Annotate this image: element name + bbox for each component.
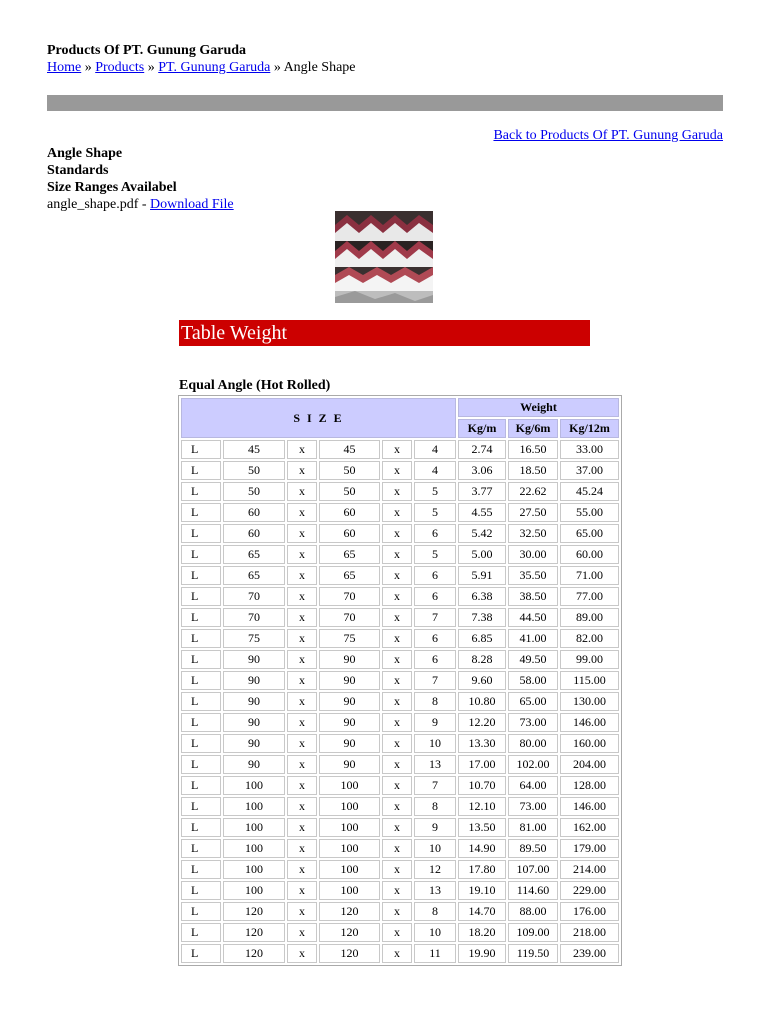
cell-thickness: 9 [414, 713, 456, 732]
cell-kg-12m: 176.00 [560, 902, 619, 921]
standards-label: Standards [47, 163, 109, 178]
table-row [181, 608, 619, 627]
cell-thickness: 6 [414, 587, 456, 606]
table-row [181, 881, 619, 900]
cell-thickness: 11 [414, 944, 456, 963]
cell-times: x [382, 587, 412, 606]
cell-leg-a: 100 [223, 839, 285, 858]
cell-kg-6m: 119.50 [508, 944, 558, 963]
cell-times: x [287, 671, 317, 690]
cell-leg-b: 90 [319, 713, 380, 732]
cell-kg-12m: 45.24 [560, 482, 619, 501]
cell-times: x [382, 944, 412, 963]
cell-kg-12m: 115.00 [560, 671, 619, 690]
cell-times: x [382, 671, 412, 690]
cell-profile: L [181, 734, 221, 753]
cell-times: x [287, 839, 317, 858]
cell-profile: L [181, 587, 221, 606]
cell-kg-6m: 102.00 [508, 755, 558, 774]
cell-profile: L [181, 524, 221, 543]
cell-kg-6m: 109.00 [508, 923, 558, 942]
table-row [181, 902, 619, 921]
table-row [181, 482, 619, 501]
cell-leg-a: 65 [223, 566, 285, 585]
cell-leg-a: 100 [223, 860, 285, 879]
cell-kg-6m: 30.00 [508, 545, 558, 564]
cell-profile: L [181, 923, 221, 942]
cell-times: x [287, 503, 317, 522]
cell-kg-12m: 128.00 [560, 776, 619, 795]
cell-times: x [287, 713, 317, 732]
cell-kg-6m: 41.00 [508, 629, 558, 648]
cell-times: x [382, 734, 412, 753]
table-row [181, 860, 619, 879]
cell-kg-m: 2.74 [458, 440, 506, 459]
cell-times: x [382, 902, 412, 921]
cell-leg-b: 50 [319, 482, 380, 501]
cell-kg-m: 5.00 [458, 545, 506, 564]
cell-profile: L [181, 545, 221, 564]
cell-profile: L [181, 461, 221, 480]
cell-profile: L [181, 881, 221, 900]
table-row [181, 587, 619, 606]
back-to-products-link[interactable]: Back to Products Of PT. Gunung Garuda [493, 128, 723, 143]
cell-thickness: 8 [414, 902, 456, 921]
table-row [181, 839, 619, 858]
table-row [181, 755, 619, 774]
cell-thickness: 13 [414, 881, 456, 900]
cell-profile: L [181, 860, 221, 879]
cell-thickness: 7 [414, 776, 456, 795]
cell-leg-b: 90 [319, 734, 380, 753]
cell-profile: L [181, 629, 221, 648]
cell-kg-6m: 80.00 [508, 734, 558, 753]
cell-leg-a: 50 [223, 482, 285, 501]
cell-kg-6m: 65.00 [508, 692, 558, 711]
cell-times: x [287, 440, 317, 459]
cell-leg-a: 90 [223, 692, 285, 711]
cell-times: x [382, 860, 412, 879]
cell-kg-12m: 77.00 [560, 587, 619, 606]
cell-times: x [382, 713, 412, 732]
cell-leg-b: 60 [319, 503, 380, 522]
cell-times: x [287, 587, 317, 606]
cell-thickness: 8 [414, 797, 456, 816]
cell-thickness: 6 [414, 566, 456, 585]
cell-profile: L [181, 902, 221, 921]
cell-leg-a: 50 [223, 461, 285, 480]
breadcrumb [47, 60, 356, 76]
cell-profile: L [181, 671, 221, 690]
table-caption: Equal Angle (Hot Rolled) [179, 378, 331, 393]
cell-kg-12m: 218.00 [560, 923, 619, 942]
cell-times: x [382, 545, 412, 564]
cell-kg-6m: 18.50 [508, 461, 558, 480]
cell-kg-12m: 130.00 [560, 692, 619, 711]
cell-kg-m: 3.06 [458, 461, 506, 480]
breadcrumb-separator: » [270, 60, 284, 75]
table-row [181, 629, 619, 648]
cell-times: x [287, 755, 317, 774]
cell-kg-12m: 204.00 [560, 755, 619, 774]
cell-thickness: 5 [414, 482, 456, 501]
cell-profile: L [181, 440, 221, 459]
cell-leg-a: 75 [223, 629, 285, 648]
cell-kg-6m: 114.60 [508, 881, 558, 900]
cell-kg-12m: 162.00 [560, 818, 619, 837]
table-row [181, 440, 619, 459]
cell-kg-6m: 88.00 [508, 902, 558, 921]
table-row [181, 545, 619, 564]
cell-leg-a: 100 [223, 818, 285, 837]
cell-leg-b: 75 [319, 629, 380, 648]
breadcrumb-company-link[interactable]: PT. Gunung Garuda [158, 60, 271, 75]
cell-kg-12m: 146.00 [560, 713, 619, 732]
cell-leg-a: 120 [223, 923, 285, 942]
cell-thickness: 10 [414, 839, 456, 858]
cell-leg-b: 100 [319, 776, 380, 795]
cell-kg-m: 10.70 [458, 776, 506, 795]
cell-kg-m: 5.42 [458, 524, 506, 543]
cell-leg-a: 70 [223, 587, 285, 606]
table-row [181, 734, 619, 753]
cell-times: x [287, 902, 317, 921]
cell-times: x [287, 692, 317, 711]
cell-times: x [382, 839, 412, 858]
cell-leg-b: 100 [319, 839, 380, 858]
cell-kg-6m: 58.00 [508, 671, 558, 690]
table-weight-header: Table Weight [179, 320, 590, 346]
cell-times: x [287, 881, 317, 900]
cell-leg-b: 100 [319, 881, 380, 900]
cell-profile: L [181, 776, 221, 795]
cell-kg-6m: 49.50 [508, 650, 558, 669]
cell-profile: L [181, 713, 221, 732]
cell-leg-b: 100 [319, 797, 380, 816]
cell-leg-a: 45 [223, 440, 285, 459]
cell-kg-6m: 89.50 [508, 839, 558, 858]
breadcrumb-products-link[interactable]: Products [95, 60, 145, 75]
size-header: S I Z E [181, 398, 456, 438]
cell-times: x [382, 503, 412, 522]
cell-thickness: 8 [414, 692, 456, 711]
page-title: Products Of PT. Gunung Garuda [47, 43, 247, 58]
cell-thickness: 6 [414, 629, 456, 648]
cell-thickness: 10 [414, 734, 456, 753]
cell-leg-a: 90 [223, 671, 285, 690]
cell-kg-12m: 89.00 [560, 608, 619, 627]
cell-leg-b: 120 [319, 902, 380, 921]
cell-times: x [287, 734, 317, 753]
file-name: angle_shape.pdf - [47, 197, 151, 212]
table-row [181, 713, 619, 732]
cell-leg-b: 90 [319, 650, 380, 669]
cell-kg-12m: 99.00 [560, 650, 619, 669]
cell-times: x [382, 755, 412, 774]
cell-leg-b: 100 [319, 860, 380, 879]
cell-kg-m: 13.30 [458, 734, 506, 753]
cell-kg-m: 6.85 [458, 629, 506, 648]
file-line [47, 196, 234, 213]
cell-kg-12m: 82.00 [560, 629, 619, 648]
cell-kg-12m: 239.00 [560, 944, 619, 963]
cell-thickness: 9 [414, 818, 456, 837]
cell-profile: L [181, 797, 221, 816]
cell-kg-6m: 35.50 [508, 566, 558, 585]
cell-kg-m: 7.38 [458, 608, 506, 627]
cell-kg-6m: 73.00 [508, 713, 558, 732]
cell-kg-6m: 16.50 [508, 440, 558, 459]
breadcrumb-separator: » [81, 60, 96, 75]
cell-kg-12m: 37.00 [560, 461, 619, 480]
cell-leg-a: 65 [223, 545, 285, 564]
cell-kg-12m: 179.00 [560, 839, 619, 858]
cell-profile: L [181, 608, 221, 627]
cell-times: x [287, 923, 317, 942]
table-row [181, 692, 619, 711]
cell-kg-12m: 71.00 [560, 566, 619, 585]
cell-thickness: 5 [414, 503, 456, 522]
cell-kg-m: 12.10 [458, 797, 506, 816]
cell-kg-m: 14.70 [458, 902, 506, 921]
cell-thickness: 10 [414, 923, 456, 942]
angle-steel-photo [335, 211, 433, 303]
breadcrumb-home-link[interactable]: Home [47, 60, 82, 75]
cell-times: x [287, 566, 317, 585]
cell-kg-m: 13.50 [458, 818, 506, 837]
cell-kg-6m: 81.00 [508, 818, 558, 837]
table-row [181, 671, 619, 690]
cell-leg-b: 65 [319, 566, 380, 585]
cell-kg-m: 9.60 [458, 671, 506, 690]
cell-times: x [382, 692, 412, 711]
cell-times: x [382, 608, 412, 627]
column-header-kg-12m: Kg/12m [560, 419, 619, 438]
cell-thickness: 13 [414, 755, 456, 774]
cell-profile: L [181, 650, 221, 669]
cell-times: x [287, 482, 317, 501]
cell-kg-m: 8.28 [458, 650, 506, 669]
cell-times: x [382, 818, 412, 837]
cell-profile: L [181, 839, 221, 858]
cell-leg-b: 90 [319, 671, 380, 690]
column-header-kg-m: Kg/m [458, 419, 506, 438]
cell-leg-a: 100 [223, 776, 285, 795]
cell-leg-b: 70 [319, 608, 380, 627]
table-row [181, 923, 619, 942]
cell-kg-m: 12.20 [458, 713, 506, 732]
cell-kg-6m: 32.50 [508, 524, 558, 543]
cell-profile: L [181, 482, 221, 501]
cell-leg-a: 60 [223, 524, 285, 543]
cell-times: x [287, 650, 317, 669]
cell-kg-m: 17.80 [458, 860, 506, 879]
cell-leg-b: 60 [319, 524, 380, 543]
cell-thickness: 7 [414, 671, 456, 690]
table-row [181, 944, 619, 963]
product-info [47, 145, 234, 213]
cell-leg-b: 100 [319, 818, 380, 837]
cell-kg-m: 19.10 [458, 881, 506, 900]
cell-kg-12m: 214.00 [560, 860, 619, 879]
cell-leg-a: 100 [223, 881, 285, 900]
table-row [181, 566, 619, 585]
cell-leg-b: 50 [319, 461, 380, 480]
gray-divider-bar [47, 95, 723, 111]
cell-times: x [287, 797, 317, 816]
cell-kg-12m: 65.00 [560, 524, 619, 543]
cell-kg-m: 4.55 [458, 503, 506, 522]
cell-leg-a: 90 [223, 755, 285, 774]
cell-thickness: 6 [414, 524, 456, 543]
cell-leg-b: 120 [319, 923, 380, 942]
cell-times: x [382, 461, 412, 480]
cell-leg-a: 90 [223, 734, 285, 753]
cell-leg-a: 60 [223, 503, 285, 522]
cell-leg-b: 70 [319, 587, 380, 606]
table-row [181, 797, 619, 816]
cell-times: x [382, 566, 412, 585]
cell-kg-m: 5.91 [458, 566, 506, 585]
weight-header: Weight [458, 398, 619, 417]
cell-times: x [382, 440, 412, 459]
cell-kg-m: 17.00 [458, 755, 506, 774]
size-ranges-label: Size Ranges Availabel [47, 180, 177, 195]
cell-thickness: 4 [414, 440, 456, 459]
cell-times: x [382, 881, 412, 900]
cell-times: x [382, 923, 412, 942]
cell-times: x [382, 524, 412, 543]
cell-thickness: 5 [414, 545, 456, 564]
cell-profile: L [181, 503, 221, 522]
cell-times: x [287, 524, 317, 543]
cell-kg-m: 19.90 [458, 944, 506, 963]
table-row [181, 650, 619, 669]
weight-table [178, 395, 622, 966]
cell-times: x [382, 797, 412, 816]
cell-times: x [287, 461, 317, 480]
cell-kg-12m: 160.00 [560, 734, 619, 753]
product-image [335, 211, 433, 303]
cell-kg-6m: 73.00 [508, 797, 558, 816]
cell-thickness: 6 [414, 650, 456, 669]
table-row [181, 818, 619, 837]
breadcrumb-separator: » [144, 60, 159, 75]
cell-leg-a: 70 [223, 608, 285, 627]
cell-kg-12m: 55.00 [560, 503, 619, 522]
cell-kg-m: 14.90 [458, 839, 506, 858]
table-row [181, 503, 619, 522]
cell-times: x [287, 818, 317, 837]
cell-times: x [382, 650, 412, 669]
cell-leg-b: 90 [319, 755, 380, 774]
cell-kg-12m: 146.00 [560, 797, 619, 816]
cell-kg-12m: 33.00 [560, 440, 619, 459]
cell-profile: L [181, 944, 221, 963]
cell-kg-6m: 38.50 [508, 587, 558, 606]
table-row [181, 776, 619, 795]
cell-kg-6m: 22.62 [508, 482, 558, 501]
breadcrumb-current: Angle Shape [283, 60, 356, 75]
cell-times: x [287, 776, 317, 795]
cell-times: x [287, 545, 317, 564]
cell-kg-12m: 60.00 [560, 545, 619, 564]
cell-times: x [287, 944, 317, 963]
cell-times: x [287, 608, 317, 627]
cell-thickness: 7 [414, 608, 456, 627]
table-row [181, 524, 619, 543]
cell-leg-a: 120 [223, 902, 285, 921]
cell-times: x [287, 629, 317, 648]
cell-leg-b: 65 [319, 545, 380, 564]
cell-leg-b: 45 [319, 440, 380, 459]
cell-leg-a: 100 [223, 797, 285, 816]
cell-kg-12m: 229.00 [560, 881, 619, 900]
cell-kg-m: 18.20 [458, 923, 506, 942]
cell-kg-6m: 107.00 [508, 860, 558, 879]
cell-leg-a: 120 [223, 944, 285, 963]
cell-times: x [382, 482, 412, 501]
cell-times: x [287, 860, 317, 879]
cell-leg-b: 90 [319, 692, 380, 711]
cell-profile: L [181, 818, 221, 837]
cell-thickness: 12 [414, 860, 456, 879]
cell-times: x [382, 776, 412, 795]
cell-profile: L [181, 692, 221, 711]
cell-kg-m: 6.38 [458, 587, 506, 606]
cell-kg-6m: 44.50 [508, 608, 558, 627]
cell-kg-m: 10.80 [458, 692, 506, 711]
column-header-kg-6m: Kg/6m [508, 419, 558, 438]
cell-leg-a: 90 [223, 713, 285, 732]
cell-leg-a: 90 [223, 650, 285, 669]
download-file-link[interactable]: Download File [150, 197, 234, 212]
product-name: Angle Shape [47, 146, 123, 161]
cell-profile: L [181, 566, 221, 585]
cell-thickness: 4 [414, 461, 456, 480]
cell-kg-m: 3.77 [458, 482, 506, 501]
cell-leg-b: 120 [319, 944, 380, 963]
table-row [181, 461, 619, 480]
cell-times: x [382, 629, 412, 648]
cell-kg-6m: 27.50 [508, 503, 558, 522]
cell-kg-6m: 64.00 [508, 776, 558, 795]
cell-profile: L [181, 755, 221, 774]
